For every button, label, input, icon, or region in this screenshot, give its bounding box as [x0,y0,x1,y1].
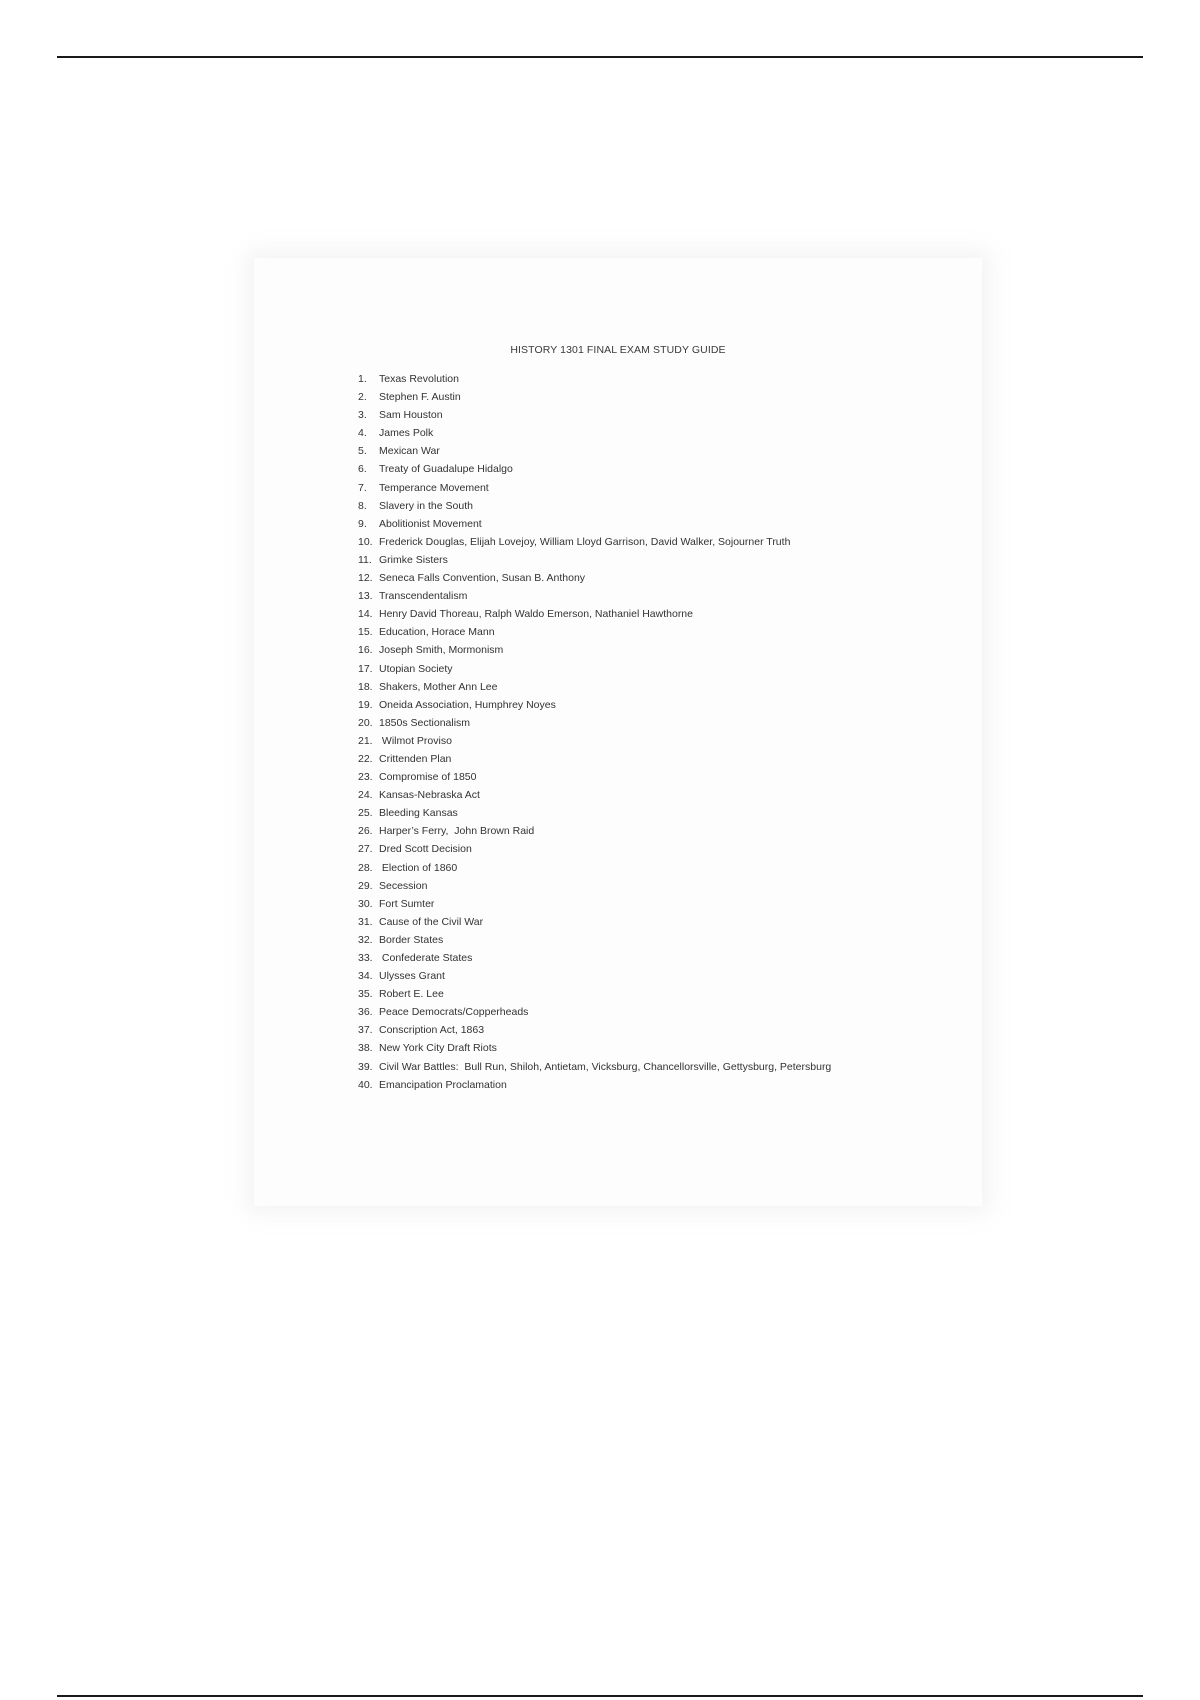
list-item-text: Crittenden Plan [379,752,452,765]
list-item-text: Oneida Association, Humphrey Noyes [379,698,556,711]
list-item-number: 19. [358,698,373,711]
list-item [358,678,831,696]
list-item [358,895,831,913]
list-item-text: Grimke Sisters [379,553,448,566]
list-item [358,1039,831,1057]
list-item-text: Dred Scott Decision [379,843,472,856]
list-item [358,985,831,1003]
list-item-number: 36. [358,1006,373,1019]
list-item [358,804,831,822]
list-item-number: 32. [358,933,373,946]
list-item [358,1076,831,1094]
list-item-text: Texas Revolution [379,373,459,385]
list-item [358,840,831,858]
list-item-text: Stephen F. Austin [379,391,461,404]
list-item-number: 11. [358,553,372,566]
list-item-number: 15. [358,626,373,639]
list-item-number: 27. [358,843,373,856]
list-item-number: 33. [358,952,373,964]
list-item-text: Transcendentalism [379,590,468,603]
list-item-text: Confederate States [379,952,473,964]
list-item-number: 24. [358,789,373,802]
list-item [358,949,831,967]
list-item-text: Conscription Act, 1863 [379,1024,485,1037]
list-item-text: Abolitionist Movement [379,517,482,530]
list-item-number: 3. [358,409,367,422]
list-item-text: Bleeding Kansas [379,807,458,820]
list-item-number: 17. [358,662,373,675]
list-item-text: Kansas-Nebraska Act [379,789,480,802]
list-item-text: James Polk [379,427,434,440]
list-item-number: 21. [358,734,373,747]
list-item [358,786,831,804]
list-item [358,696,831,714]
list-item-number: 4. [358,427,367,440]
list-item-number: 34. [358,970,373,983]
bottom-rule [57,1695,1143,1697]
list-item [358,479,831,497]
list-item-text: Sam Houston [379,409,443,422]
list-item [358,1003,831,1021]
list-item-text: 1850s Sectionalism [379,716,471,729]
list-item [358,551,831,569]
list-item [358,768,831,786]
list-item [358,660,831,678]
list-item-text: Ulysses Grant [379,970,445,983]
list-item [358,442,831,460]
list-item-text: Secession [379,879,428,892]
list-item-text: Cause of the Civil War [379,915,484,928]
list-item [358,822,831,840]
list-item [358,859,831,877]
document-page [254,258,982,1206]
list-item [358,1021,831,1039]
list-item-number: 20. [358,716,373,729]
list-item [358,714,831,732]
list-item-number: 14. [358,608,373,621]
list-item-text: Temperance Movement [379,481,489,494]
list-item [358,1058,831,1076]
list-item [358,605,831,623]
list-item-text: New York City Draft Riots [379,1042,497,1055]
list-item [358,732,831,750]
list-item-number: 37. [358,1024,373,1037]
list-item [358,913,831,931]
list-item-number: 30. [358,897,373,910]
list-item-text: Slavery in the South [379,499,473,512]
list-item [358,370,831,388]
study-guide-list [358,370,831,1094]
list-item-number: 2. [358,391,367,404]
list-item-number: 13. [358,590,373,603]
list-item-number: 16. [358,644,373,657]
list-item-number: 5. [358,445,367,458]
list-item-text: Shakers, Mother Ann Lee [379,680,498,693]
list-item-number: 40. [358,1078,373,1091]
list-item [358,388,831,406]
list-item-text: Joseph Smith, Mormonism [379,644,504,657]
list-item-number: 31. [358,915,373,928]
list-item [358,533,831,551]
list-item-number: 9. [358,517,367,530]
list-item-text: Education, Horace Mann [379,626,495,639]
list-item-number: 39. [358,1060,373,1073]
list-item-number: 22. [358,752,373,765]
list-item-text: Seneca Falls Convention, Susan B. Anthony [379,572,586,585]
list-item [358,750,831,768]
list-item-number: 7. [358,481,367,494]
list-item-number: 35. [358,988,373,1001]
list-item-text: Peace Democrats/Copperheads [379,1006,529,1019]
document-title: HISTORY 1301 FINAL EXAM STUDY GUIDE [510,344,726,356]
list-item-text: Henry David Thoreau, Ralph Waldo Emerson, Nathaniel Hawthorne [379,608,693,621]
list-item-number: 38. [358,1042,373,1055]
list-item [358,641,831,659]
list-item-text: Frederick Douglas, Elijah Lovejoy, William Lloyd Garrison, David Walker, Sojourner Truth [379,535,791,548]
list-item-text: Fort Sumter [379,897,435,910]
list-item-number: 1. [358,373,367,385]
list-item-number: 18. [358,680,373,693]
list-item-number: 6. [358,463,367,476]
top-rule [57,56,1143,58]
list-item-text: Compromise of 1850 [379,771,477,784]
list-item [358,424,831,442]
list-item-text: Robert E. Lee [379,988,444,1001]
list-item-number: 25. [358,807,373,820]
list-item-number: 12. [358,572,373,585]
list-item-number: 29. [358,879,373,892]
list-item [358,623,831,641]
list-item-text: Wilmot Proviso [379,734,452,747]
list-item [358,460,831,478]
list-item-text: Harper’s Ferry, John Brown Raid [379,825,535,838]
list-item [358,569,831,587]
list-item-number: 28. [358,861,373,874]
list-item [358,406,831,424]
list-item [358,877,831,895]
list-item [358,931,831,949]
list-item-text: Utopian Society [379,662,453,675]
list-item [358,967,831,985]
list-item [358,497,831,515]
list-item-number: 8. [358,499,367,512]
list-item [358,587,831,605]
list-item-number: 26. [358,825,373,838]
list-item [358,515,831,533]
list-item-text: Civil War Battles: Bull Run, Shiloh, Antietam, Vicksburg, Chancellorsville, Gettysburg, Petersburg [379,1060,832,1073]
list-item-number: 23. [358,771,373,784]
list-item-text: Election of 1860 [379,861,458,874]
list-item-text: Emancipation Proclamation [379,1078,507,1091]
list-item-text: Border States [379,933,444,946]
list-item-text: Mexican War [379,445,440,458]
list-item-text: Treaty of Guadalupe Hidalgo [379,463,513,476]
list-item-number: 10. [358,535,373,548]
